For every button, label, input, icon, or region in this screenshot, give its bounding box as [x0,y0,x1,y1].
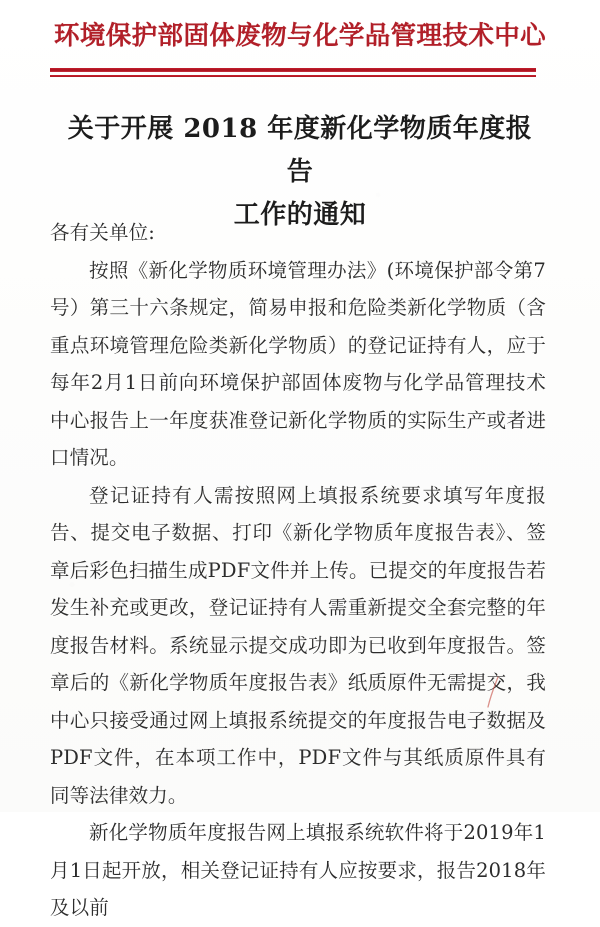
body-paragraph-1: 按照《新化学物质环境管理办法》(环境保护部令第7号）第三十六条规定，简易申报和危险类新化学物质（含重点环境管理危险类新化学物质）的登记证持有人，应于每年2月1日前向环境保护部固体废物与化学品管理技术中心报告上一年度获准登记新化学物质的实际生产或者进口情况。 [50,258,546,469]
body-paragraph-2: 登记证持有人需按照网上填报系统要求填写年度报告、提交电子数据、打印《新化学物质年度报告表》、签章后彩色扫描生成PDF文件并上传。已提交的年度报告若发生补充或更改，登记证持有人需重新提交全套完整的年度报告材料。系统显示提交成功即为已收到年度报告。签章后的《新化学物质年度报告表》纸质原件无需提交，我中心只接受通过网上填报系统提交的年度报告电子数据及PDF文件，在本项工作中，PDF文件与其纸质原件具有同等法律效力。 [50,483,546,807]
letterhead [0,22,600,51]
letterhead-organization-name: 环境保护部固体废物与化学品管理技术中心 [53,21,547,51]
document-title-line-2: 工作的通知 [233,200,367,230]
document-title-line-1: 关于开展 2018 年度新化学物质年度报告 [67,114,533,187]
letterhead-rule-thin [50,75,536,77]
document-body [50,214,546,927]
body-paragraph-3: 新化学物质年度报告网上填报系统软件将于2019年1月1日起开放，相关登记证持有人应按要求，报告2018年及以前 [50,821,546,919]
letterhead-double-rule [50,68,536,77]
salutation: 各有关单位: [50,221,155,244]
